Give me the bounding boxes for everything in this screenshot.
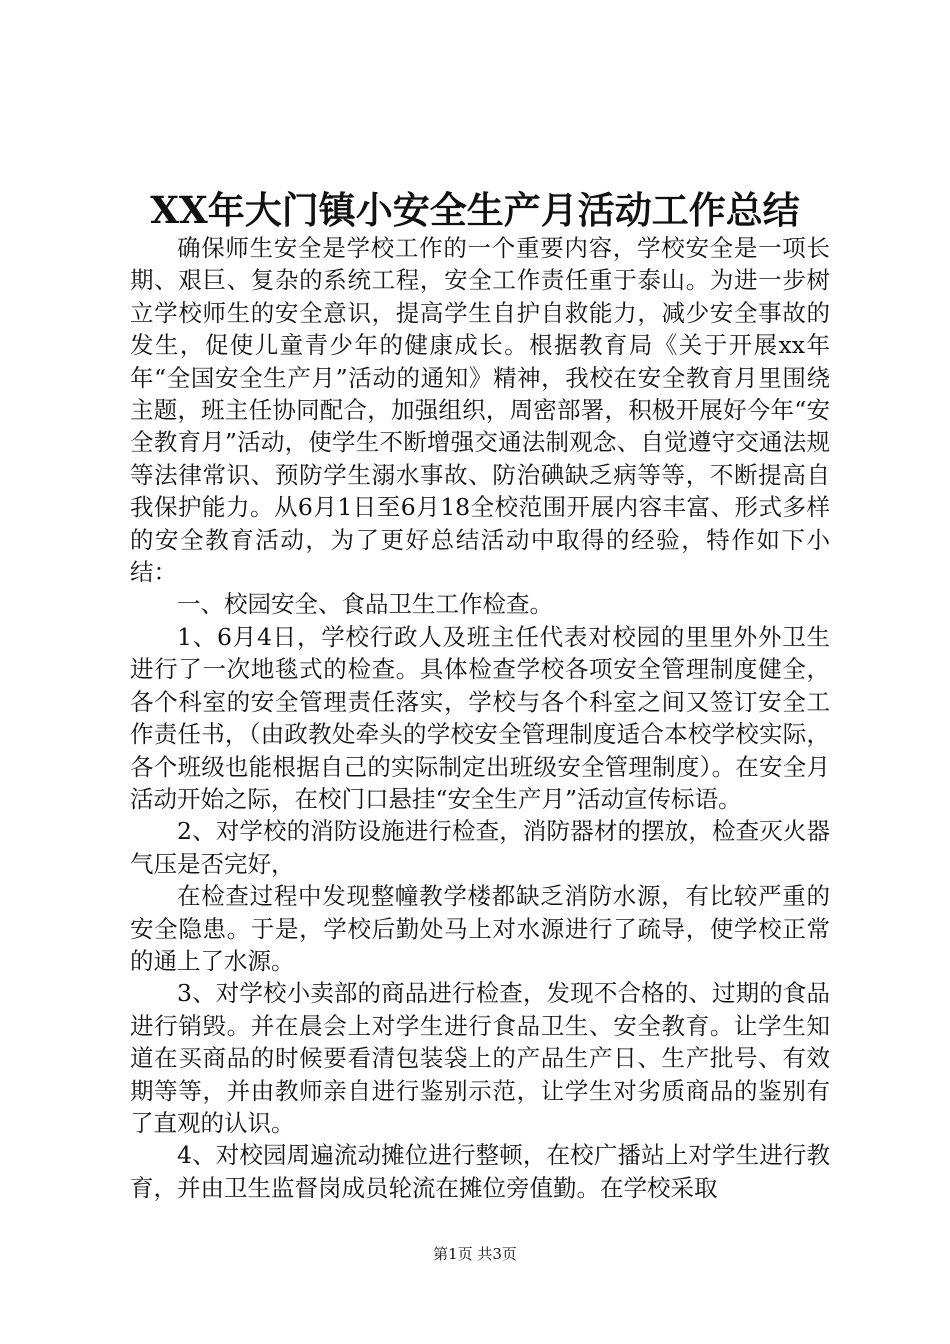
- paragraph-item-2-detail: 在检查过程中发现整幢教学楼都缺乏消防水源，有比较严重的安全隐患。于是，学校后勤处马上对水源进行了疏导，使学校正常的通上了水源。: [130, 882, 830, 975]
- document-title: XX年大门镇小安全生产月活动工作总结: [150, 188, 800, 232]
- paragraph-intro: 确保师生安全是学校工作的一个重要内容，学校安全是一项长期、艰巨、复杂的系统工程，安全工作责任重于泰山。为进一步树立学校师生的安全意识，提高学生自护自救能力，减少安全事故的发生，促使儿童青少年的健康成长。根据教育局《关于开展xx年年“全国安全生产月”活动的通知》精神，我校在安全教育月里围绕主题，班主任协同配合，加强组织，周密部署，积极开展好今年“安全教育月”活动，使学生不断增强交通法制观念、自觉遵守交通法规等法律常识、预防学生溺水事故、防治碘缺乏病等等，不断提高自我保护能力。从6月1日至6月18全校范围开展内容丰富、形式多样的安全教育活动，为了更好总结活动中取得的经验，特作如下小结：: [130, 234, 830, 587]
- paragraph-item-1: 1、6月4日，学校行政人及班主任代表对校园的里里外外卫生进行了一次地毯式的检查。具体检查学校各项安全管理制度健全，各个科室的安全管理责任落实，学校与各个科室之间又签订安全工作责任书，（由政教处牵头的学校安全管理制度适合本校学校实际，各个班级也能根据自己的实际制定出班级安全管理制度）。在安全月活动开始之际，在校门口悬挂“安全生产月”活动宣传标语。: [130, 622, 830, 813]
- paragraph-item-4: 4、对校园周遍流动摊位进行整顿，在校广播站上对学生进行教育，并由卫生监督岗成员轮流在摊位旁值勤。在学校采取: [130, 1141, 830, 1202]
- paragraph-section-heading: 一、校园安全、食品卫生工作检查。: [177, 590, 553, 619]
- document-body: [130, 232, 830, 1204]
- paragraph-item-2: 2、对学校的消防设施进行检查，消防器材的摆放，检查灭火器气压是否完好，: [130, 817, 830, 878]
- page-footer: 第1页 共3页: [433, 1245, 517, 1263]
- paragraph-item-3: 3、对学校小卖部的商品进行检查，发现不合格的、过期的食品进行销毁。并在晨会上对学生进行食品卫生、安全教育。让学生知道在买商品的时候要看清包装袋上的产品生产日、生产批号、有效期等等，并由教师亲自进行鉴别示范，让学生对劣质商品的鉴别有了直观的认识。: [130, 979, 830, 1137]
